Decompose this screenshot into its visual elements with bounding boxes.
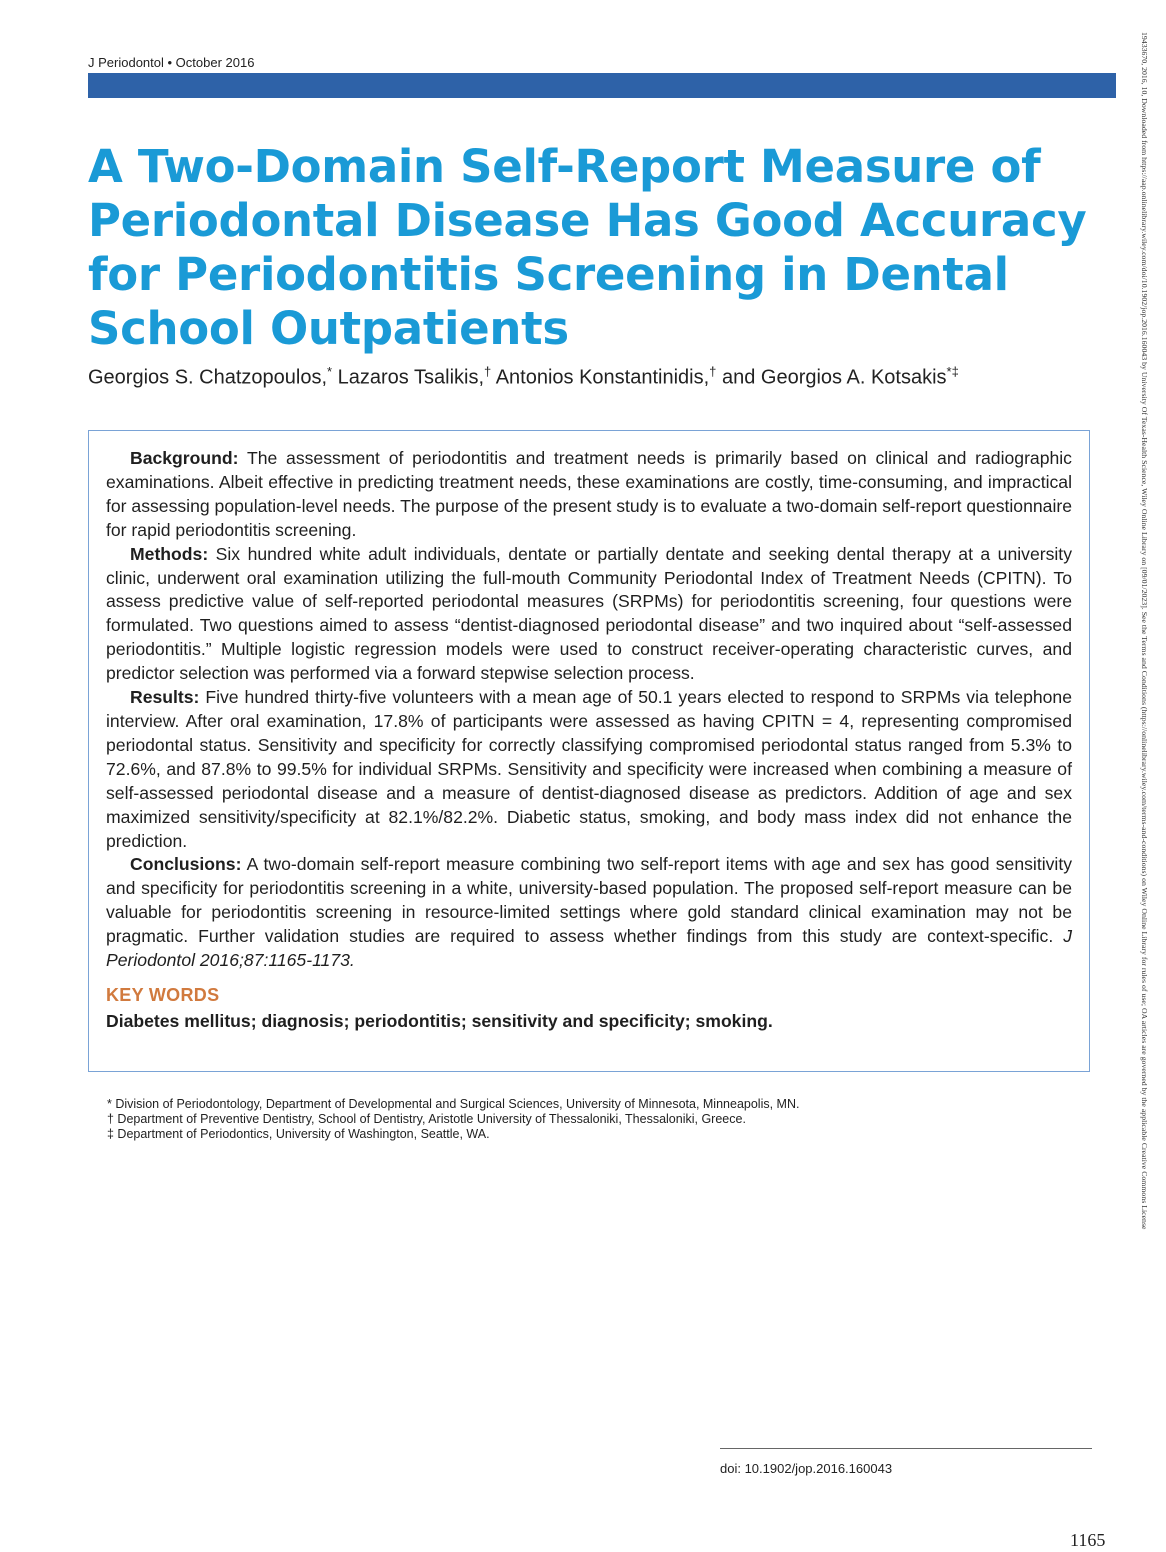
header-color-bar <box>88 73 1116 98</box>
keywords-text: Diabetes mellitus; diagnosis; periodontitis; sensitivity and specificity; smoking. <box>106 1010 773 1031</box>
download-side-note <box>1139 32 1151 1532</box>
abstract-background <box>106 447 1072 543</box>
keywords-heading: KEY WORDS <box>106 984 220 1005</box>
background-label: Background: <box>130 448 239 468</box>
abstract-citation: J Periodontol 2016;87:1165-1173. <box>106 926 1072 971</box>
running-head: J Periodontol • October 2016 <box>88 55 255 70</box>
author-name: and Georgios A. Kotsakis <box>721 366 947 389</box>
abstract-box <box>88 430 1090 1072</box>
author-affiliation-mark: † <box>484 364 492 379</box>
side-note-text: 19433670, 2016, 10, Downloaded from https://aap.onlinelibrary.wiley.com/doi/10.1902/jop.2016.160043 by University Of Texas-Health Science, Wiley Online Library on [09/01/2023]. See the Terms and Conditions (https://onlinelibrary.wiley.com/terms-and-conditions) on Wiley Online Library for rules of use; OA articles are governed by the applicable Creative Commons License <box>1140 32 1149 1230</box>
author-name: Antonios Konstantinidis, <box>495 366 710 389</box>
affiliation-footnotes <box>107 1097 1087 1142</box>
abstract-results <box>106 686 1072 853</box>
doi-link[interactable]: doi: 10.1902/jop.2016.160043 <box>720 1461 893 1476</box>
title-line: School Outpatients <box>88 302 569 355</box>
abstract-conclusions <box>106 853 1072 973</box>
author-name: Lazaros Tsalikis, <box>337 366 485 389</box>
title-line: Periodontal Disease Has Good Accuracy <box>88 194 1087 247</box>
title-line: for Periodontitis Screening in Dental <box>88 248 1009 301</box>
doi-divider <box>720 1448 1092 1449</box>
conclusions-label: Conclusions: <box>130 854 242 875</box>
abstract-methods <box>106 543 1072 686</box>
author-name: Georgios S. Chatzopoulos, <box>88 366 328 389</box>
page-number: 1165 <box>1070 1530 1106 1550</box>
results-label: Results: <box>130 687 200 708</box>
footnote: ‡ Department of Periodontics, University of Washington, Seattle, WA. <box>107 1127 490 1141</box>
title-line: A Two-Domain Self-Report Measure of <box>88 140 1041 193</box>
footnote: † Department of Preventive Dentistry, School of Dentistry, Aristotle University of Thessaloniki, Thessaloniki, Greece. <box>107 1112 746 1126</box>
methods-label: Methods: <box>130 543 209 564</box>
methods-text: Six hundred white adult individuals, dentate or partially dentate and seeking dental therapy at a university clinic, underwent oral examination utilizing the full-mouth Community Periodontal Index of Treatment Needs (CPITN). To assess predictive value of self-reported periodontal measures (SRPMs) for periodontitis screening, four questions were formulated. Two questions aimed to assess “dentist-diagnosed periodontal disease” and two inquired about “self-assessed periodontitis.” Multiple logistic regression models were used to construct receiver-operating characteristic curves, and predictor selection was performed via a forward stepwise selection process. <box>106 543 1072 684</box>
footnote: * Division of Periodontology, Department of Developmental and Surgical Sciences, University of Minnesota, Minneapolis, MN. <box>107 1097 800 1111</box>
results-text: Five hundred thirty-five volunteers with a mean age of 50.1 years elected to respond to SRPMs via telephone interview. After oral examination, 17.8% of participants were assessed as having CPITN = 4, representing compromised periodontal status. Sensitivity and specificity for correctly classifying compromised periodontal status ranged from 5.3% to 72.6%, and 87.8% to 99.5% for individual SRPMs. Sensitivity and specificity were increased when combining a measure of self-assessed periodontal disease and a measure of dentist-diagnosed disease as predictors. Addition of age and sex maximized sensitivity/specificity at 82.1%/82.2%. Diabetic status, smoking, and body mass index did not enhance the prediction. <box>106 687 1072 851</box>
article-title <box>88 140 1118 356</box>
author-affiliation-mark: † <box>709 364 717 379</box>
author-affiliation-mark: * <box>327 364 333 379</box>
background-text: The assessment of periodontitis and treatment needs is primarily based on clinical and radiographic examinations. Albeit effective in predicting treatment needs, these examinations are costly, time-consuming, and impractical for assessing population-level needs. The purpose of the present study is to evaluate a two-domain self-report questionnaire for rapid periodontitis screening. <box>106 448 1072 540</box>
author-affiliation-mark: *‡ <box>946 364 959 379</box>
conclusions-text: A two-domain self-report measure combining two self-report items with age and sex has good sensitivity and specificity for periodontitis screening in a white, university-based population. The proposed self-report measure can be valuable for periodontitis screening in resource-limited settings where gold standard clinical examination may not be pragmatic. Further validation studies are required to assess whether findings from this study are context-specific. <box>106 854 1073 947</box>
author-list <box>88 364 1118 390</box>
